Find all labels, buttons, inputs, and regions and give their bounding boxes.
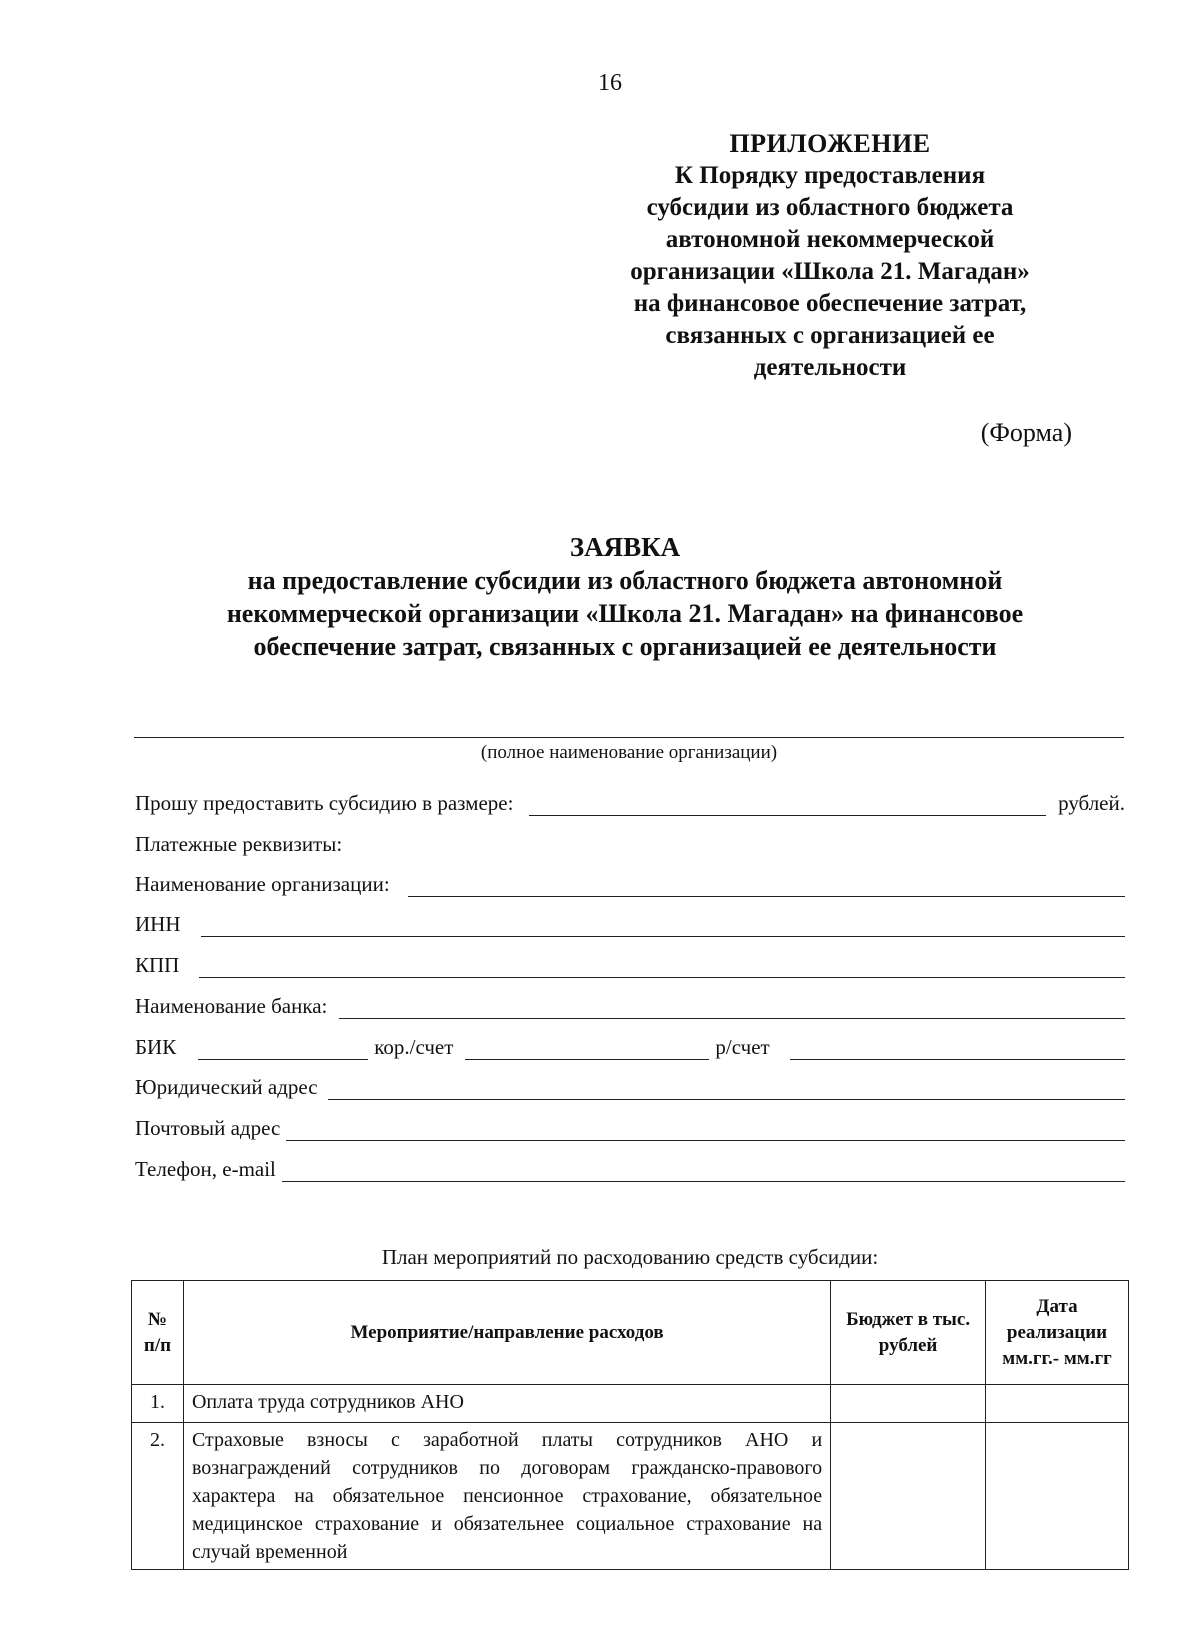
postal-address-row [135,1115,1125,1141]
phone-email-field[interactable] [282,1163,1125,1182]
page-number: 16 [598,70,622,96]
phone-email-row [135,1156,1125,1182]
table-row [132,1385,1129,1423]
bank-name-row [135,993,1125,1019]
application-title: ЗАЯВКА [569,532,681,562]
kpp-row [135,952,1125,978]
row-num: 2. [132,1423,184,1570]
bank-name-label: Наименование банка: [135,994,328,1018]
bank-accounts-row [135,1034,1125,1060]
row-activity: Оплата труда сотрудников АНО [183,1385,830,1423]
payment-details-label: Платежные реквизиты: [135,832,343,856]
plan-title: План мероприятий по расходованию средств субсидии: [381,1245,879,1269]
corr-account-label: кор./счет [374,1035,454,1059]
appendix-line: субсидии из областного бюджета [646,194,1014,221]
row-date-cell[interactable] [986,1423,1129,1570]
legal-address-field[interactable] [328,1081,1125,1100]
settlement-account-label: р/счет [715,1035,770,1059]
application-subtitle-line: на предоставление субсидии из областного бюджета автономной [247,566,1003,595]
appendix-block [600,128,1060,384]
appendix-line: связанных с организацией ее [665,322,995,349]
subsidy-amount-field[interactable] [529,797,1046,816]
legal-address-row [135,1074,1125,1100]
org-name-row [135,871,1125,897]
header-activity: Мероприятие/направление расходов [183,1281,830,1385]
header-budget: Бюджет в тыс. рублей [831,1281,986,1385]
phone-email-label: Телефон, e-mail [135,1157,276,1181]
appendix-line: деятельности [753,354,907,381]
form-label: (Форма) [980,418,1072,447]
appendix-line: К Порядку предоставления [674,162,986,189]
header-date: Дата реализации мм.гг.- мм.гг [986,1281,1129,1385]
row-date-cell[interactable] [986,1385,1129,1423]
bik-label: БИК [135,1035,177,1059]
table-row [132,1423,1129,1570]
postal-address-label: Почтовый адрес [135,1116,281,1140]
application-subtitle-line: некоммерческой организации «Школа 21. Магадан» на финансовое [226,599,1024,628]
plan-table [131,1280,1129,1570]
legal-address-label: Юридический адрес [135,1075,318,1099]
appendix-line: автономной некоммерческой [665,226,995,253]
inn-label: ИНН [135,912,181,936]
settlement-account-field[interactable] [790,1041,1125,1060]
application-subtitle-line: обеспечение затрат, связанных с организацией ее деятельности [253,632,997,661]
row-budget-cell[interactable] [831,1423,986,1570]
inn-field[interactable] [201,918,1126,937]
inn-row [135,911,1125,937]
subsidy-amount-row [135,790,1125,816]
bank-name-field[interactable] [339,1000,1125,1019]
row-num: 1. [132,1385,184,1423]
appendix-line: на финансовое обеспечение затрат, [633,290,1027,317]
row-activity: Страховые взносы с заработной платы сотрудников АНО и вознаграждений сотрудников по договорам гражданско-правового характера на обязательное пенсионное страхование, обязательное медицинское страхование и обязательнее социальное страхование на случай временной [183,1423,830,1570]
appendix-line: организации «Школа 21. Магадан» [630,258,1030,285]
kpp-field[interactable] [199,959,1125,978]
org-name-fill-line[interactable] [134,737,1124,738]
subsidy-request-label: Прошу предоставить субсидию в размере: [135,791,514,815]
application-title-block [130,531,1120,663]
org-name-field[interactable] [408,878,1125,897]
header-num: № п/п [132,1281,184,1385]
subsidy-unit-label: рублей. [1058,791,1125,815]
postal-address-field[interactable] [286,1122,1125,1141]
org-name-caption: (полное наименование организации) [480,742,778,763]
kpp-label: КПП [135,953,180,977]
payment-details-row [135,831,1125,857]
org-name-label: Наименование организации: [135,872,390,896]
row-budget-cell[interactable] [831,1385,986,1423]
plan-table-header-row [132,1281,1129,1385]
corr-account-field[interactable] [465,1041,709,1060]
bik-field[interactable] [198,1041,368,1060]
appendix-heading: ПРИЛОЖЕНИЕ [729,129,931,158]
